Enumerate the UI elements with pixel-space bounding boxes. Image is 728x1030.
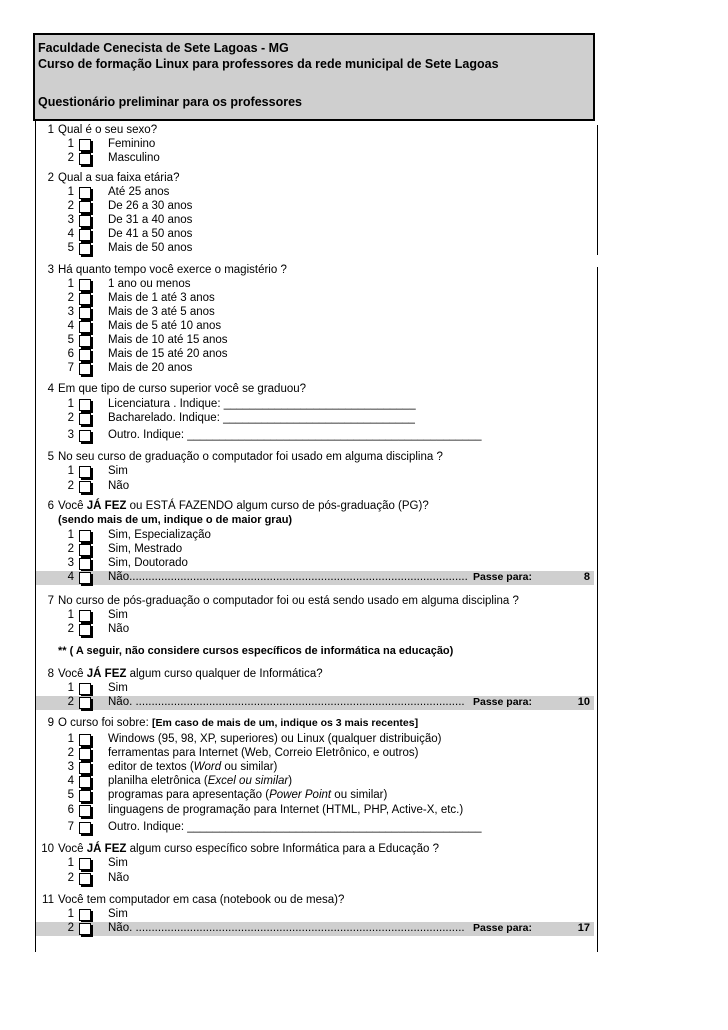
checkbox[interactable] [79, 307, 91, 319]
option-number: 3 [67, 761, 74, 773]
option-number: 2 [67, 922, 74, 934]
option-label-part: ou similar) [331, 789, 388, 801]
option-label-italic: Word [193, 761, 222, 773]
option-row [36, 872, 594, 886]
checkbox[interactable] [79, 776, 91, 788]
question-text: Em que tipo de curso superior você se graduou? [58, 383, 307, 395]
option-row [36, 292, 594, 306]
option-number: 1 [67, 682, 74, 694]
option-label: Feminino [108, 138, 156, 150]
checkbox[interactable] [79, 734, 91, 746]
checkbox[interactable] [79, 748, 91, 760]
question-text: No curso de pós-graduação o computador foi ou está sendo usado em alguma disciplina ? [58, 595, 519, 607]
option-row [36, 623, 594, 637]
question-text [58, 717, 418, 729]
option-number: 2 [67, 152, 74, 164]
option-label: Não [108, 623, 130, 635]
option-label: Sim, Doutorado [108, 557, 188, 569]
option-number: 1 [67, 465, 74, 477]
option-row [36, 398, 594, 412]
option-label: Bacharelado. Indique: ______________________________ [108, 412, 415, 424]
checkbox[interactable] [79, 466, 91, 478]
option-row [36, 186, 594, 200]
checkbox[interactable] [79, 858, 91, 870]
question-text-part: Você [58, 668, 87, 680]
checkbox[interactable] [79, 363, 91, 375]
question-text-part: Você [58, 843, 87, 855]
question-2 [36, 172, 594, 186]
checkbox[interactable] [79, 909, 91, 921]
option-number: 1 [67, 609, 74, 621]
option-row [36, 228, 594, 242]
checkbox[interactable] [79, 923, 91, 935]
option-row [36, 334, 594, 348]
option-label-part: planilha eletrônica ( [108, 775, 208, 787]
question-number: 1 [47, 124, 54, 136]
option-row-skip [36, 922, 594, 936]
skip-target: 17 [577, 922, 590, 934]
option-number: 4 [67, 775, 74, 787]
option-label: Sim, Mestrado [108, 543, 183, 555]
question-number: 6 [47, 500, 54, 512]
institution-name: Faculdade Cenecista de Sete Lagoas - MG [38, 41, 289, 55]
checkbox[interactable] [79, 187, 91, 199]
checkbox[interactable] [79, 558, 91, 570]
option-number: 2 [67, 623, 74, 635]
option-label: ferramentas para Internet (Web, Correio Eletrônico, e outros) [108, 747, 419, 759]
course-title: Curso de formação Linux para professores da rede municipal de Sete Lagoas [38, 57, 499, 71]
option-number: 2 [67, 543, 74, 555]
option-number: 2 [67, 696, 74, 708]
option-number: 3 [67, 214, 74, 226]
option-number: 1 [67, 529, 74, 541]
checkbox[interactable] [79, 873, 91, 885]
question-6 [36, 500, 594, 514]
option-label: Mais de 50 anos [108, 242, 193, 254]
option-number: 6 [67, 348, 74, 360]
option-label: Masculino [108, 152, 160, 164]
question-3 [36, 264, 594, 278]
question-text: Você tem computador em casa (notebook ou de mesa)? [58, 894, 345, 906]
option-label: Não.......................................................................................................... [108, 571, 468, 583]
option-row [36, 747, 594, 761]
option-row-skip [36, 571, 594, 585]
form-header [33, 33, 595, 121]
option-number: 1 [67, 138, 74, 150]
option-number: 2 [67, 292, 74, 304]
checkbox[interactable] [79, 153, 91, 165]
option-row [36, 242, 594, 256]
option-label: linguagens de programação para Internet (HTML, PHP, Active-X, etc.) [108, 804, 464, 816]
frame-right-border [597, 125, 598, 952]
option-number: 2 [67, 747, 74, 759]
option-label: Licenciatura . Indique: ______________________________ [108, 398, 416, 410]
option-label: Não. ....................................................................................................... [108, 696, 465, 708]
checkbox[interactable] [79, 822, 91, 834]
option-number: 1 [67, 278, 74, 290]
checkbox[interactable] [79, 321, 91, 333]
question-text [58, 843, 439, 855]
question-subtext: (sendo mais de um, indique o de maior grau) [58, 514, 293, 526]
skip-label: Passe para: [473, 696, 532, 708]
question-text-part: Você [58, 500, 87, 512]
option-row [36, 789, 594, 803]
checkbox[interactable] [79, 413, 91, 425]
option-label: Mais de 1 até 3 anos [108, 292, 215, 304]
option-row [36, 412, 594, 426]
option-row [36, 306, 594, 320]
option-label-part: ) [288, 775, 293, 787]
question-text: Qual é o seu sexo? [58, 124, 158, 136]
option-row [36, 557, 594, 571]
option-label: Windows (95, 98, XP, superiores) ou Linux (qualquer distribuição) [108, 733, 442, 745]
question-10 [36, 843, 594, 857]
option-row [36, 429, 594, 443]
question-1 [36, 124, 594, 138]
option-label-italic: Power Point [269, 789, 332, 801]
option-row [36, 543, 594, 557]
option-number: 5 [67, 242, 74, 254]
option-label: De 31 a 40 anos [108, 214, 193, 226]
question-text-emphasis: JÁ FEZ [86, 668, 127, 680]
checkbox[interactable] [79, 201, 91, 213]
option-row [36, 857, 594, 871]
option-row [36, 138, 594, 152]
option-label: Sim [108, 908, 128, 920]
option-label: Até 25 anos [108, 186, 170, 198]
option-number: 4 [67, 571, 74, 583]
question-8 [36, 668, 594, 682]
question-text: Qual a sua faixa etária? [58, 172, 180, 184]
checkbox[interactable] [79, 229, 91, 241]
option-label: Mais de 10 até 15 anos [108, 334, 228, 346]
checkbox[interactable] [79, 399, 91, 411]
option-label: Outro. Indique: ______________________________________________ [108, 821, 482, 833]
question-number: 5 [47, 451, 54, 463]
checkbox[interactable] [79, 349, 91, 361]
checkbox[interactable] [79, 544, 91, 556]
option-label: Não [108, 872, 130, 884]
checkbox[interactable] [79, 805, 91, 817]
option-label: Sim, Especialização [108, 529, 211, 541]
option-number: 2 [67, 480, 74, 492]
option-number: 7 [67, 821, 74, 833]
option-row-skip [36, 696, 594, 710]
checkbox[interactable] [79, 481, 91, 493]
option-row [36, 908, 594, 922]
option-row [36, 152, 594, 166]
option-label-part: ou similar) [221, 761, 278, 773]
option-label: De 41 a 50 anos [108, 228, 193, 240]
checkbox[interactable] [79, 335, 91, 347]
question-text-emphasis: JÁ FEZ [86, 843, 127, 855]
option-row [36, 804, 594, 818]
checkbox[interactable] [79, 293, 91, 305]
option-label [108, 761, 277, 773]
option-label: Sim [108, 465, 128, 477]
question-number: 9 [47, 717, 54, 729]
option-label: 1 ano ou menos [108, 278, 191, 290]
option-number: 6 [67, 804, 74, 816]
question-number: 4 [47, 383, 54, 395]
skip-label: Passe para: [473, 922, 532, 934]
checkbox[interactable] [79, 215, 91, 227]
option-row [36, 775, 594, 789]
checkbox[interactable] [79, 624, 91, 636]
option-row [36, 320, 594, 334]
question-text [58, 500, 429, 512]
question-text [58, 668, 323, 680]
option-label: Outro. Indique: ______________________________________________ [108, 429, 482, 441]
option-number: 2 [67, 200, 74, 212]
checkbox[interactable] [79, 762, 91, 774]
option-label: Mais de 15 até 20 anos [108, 348, 228, 360]
question-instruction: [Em caso de mais de um, indique os 3 mais recentes] [151, 717, 419, 729]
question-text-part: algum curso qualquer de Informática? [126, 668, 323, 680]
option-number: 4 [67, 320, 74, 332]
option-row [36, 733, 594, 747]
question-4 [36, 383, 594, 397]
option-label: Não. ....................................................................................................... [108, 922, 465, 934]
option-row [36, 682, 594, 696]
option-row [36, 214, 594, 228]
option-row [36, 821, 594, 835]
skip-target: 10 [577, 696, 590, 708]
question-number: 11 [42, 894, 54, 906]
question-number: 2 [47, 172, 54, 184]
question-text: Há quanto tempo você exerce o magistério ? [58, 264, 287, 276]
option-label: De 26 a 30 anos [108, 200, 193, 212]
option-label: Sim [108, 857, 128, 869]
option-label: Sim [108, 682, 128, 694]
option-number: 1 [67, 398, 74, 410]
question-text-part: ou ESTÁ FAZENDO algum curso de pós-graduação (PG)? [126, 500, 429, 512]
option-label-part: editor de textos ( [108, 761, 194, 773]
checkbox[interactable] [79, 243, 91, 255]
option-label [108, 775, 292, 787]
option-label: Mais de 5 até 10 anos [108, 320, 222, 332]
option-label: Sim [108, 609, 128, 621]
option-row [36, 465, 594, 479]
option-row [36, 609, 594, 623]
question-text: No seu curso de graduação o computador foi usado em alguma disciplina ? [58, 451, 443, 463]
option-row [36, 200, 594, 214]
option-row [36, 761, 594, 775]
question-number: 10 [41, 843, 54, 855]
option-number: 1 [67, 857, 74, 869]
option-row [36, 348, 594, 362]
option-number: 5 [67, 789, 74, 801]
option-label [108, 789, 387, 801]
option-number: 7 [67, 362, 74, 374]
option-label: Não [108, 480, 130, 492]
option-number: 5 [67, 334, 74, 346]
option-number: 3 [67, 557, 74, 569]
checkbox[interactable] [79, 530, 91, 542]
question-number: 8 [47, 668, 54, 680]
option-number: 2 [67, 872, 74, 884]
option-label: Mais de 20 anos [108, 362, 193, 374]
question-9 [36, 717, 594, 731]
option-row [36, 529, 594, 543]
option-number: 4 [67, 228, 74, 240]
option-number: 1 [67, 733, 74, 745]
option-label-part: programas para apresentação ( [108, 789, 270, 801]
question-number: 7 [47, 595, 54, 607]
option-number: 1 [67, 186, 74, 198]
option-number: 3 [67, 306, 74, 318]
checkbox[interactable] [79, 139, 91, 151]
checkbox[interactable] [79, 683, 91, 695]
option-row [36, 480, 594, 494]
checkbox[interactable] [79, 790, 91, 802]
question-5 [36, 451, 594, 465]
skip-target: 8 [583, 571, 590, 583]
question-text-part: O curso foi sobre: [58, 717, 149, 729]
option-number: 3 [67, 429, 74, 441]
option-row [36, 362, 594, 376]
checkbox[interactable] [79, 610, 91, 622]
checkbox[interactable] [79, 279, 91, 291]
checkbox[interactable] [79, 572, 91, 584]
checkbox[interactable] [79, 697, 91, 709]
skip-label: Passe para: [473, 571, 532, 583]
question-text-emphasis: JÁ FEZ [86, 500, 127, 512]
option-row [36, 278, 594, 292]
question-number: 3 [47, 264, 54, 276]
option-number: 1 [67, 908, 74, 920]
questionnaire-title: Questionário preliminar para os professores [38, 95, 302, 109]
question-text-part: algum curso específico sobre Informática para a Educação ? [126, 843, 439, 855]
question-11 [36, 894, 594, 908]
option-label: Mais de 3 até 5 anos [108, 306, 215, 318]
question-7 [36, 595, 594, 609]
option-label-italic: Excel ou similar [207, 775, 289, 787]
checkbox[interactable] [79, 430, 91, 442]
option-number: 2 [67, 412, 74, 424]
section-note: ** ( A seguir, não considere cursos específicos de informática na educação) [58, 645, 454, 657]
